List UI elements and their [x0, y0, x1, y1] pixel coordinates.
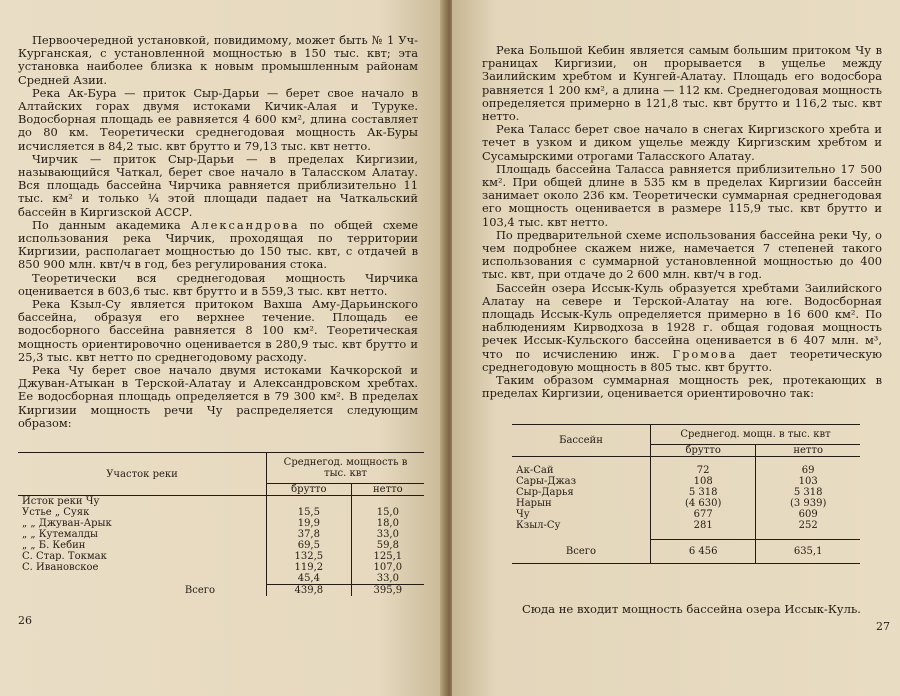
right-paragraph-5: [482, 282, 882, 374]
table-row: „ „ Джуван-Арык 19,9 18,0: [18, 518, 424, 529]
left-paragraph-2: Река Ак-Бура — приток Сыр-Дарьи — берет свое начало в Алтайских горах двумя истоками Кичик-Алая и Туруке. Водосборная площадь ее равняется 4 600 км², длина составляет до 80 км. Теоретически среднегодовая мощность Ак-Буры исчисляется в 84,2 тыс. квт брутто и 79,13 тыс. квт нетто.: [18, 85, 418, 153]
table-row: „ „ Кутемалды 37,8 33,0: [18, 529, 424, 540]
left-page: [0, 0, 446, 696]
col-power-header: Среднегод. мощн. в тыс. квт: [651, 425, 861, 445]
table-total-row: Всего 439,8 395,9: [18, 585, 424, 597]
col-basin-header: Бассейн: [512, 425, 651, 457]
table-row: „ „ Б. Кебин 69,5 59,8: [18, 540, 424, 551]
left-paragraph-4: [18, 219, 418, 272]
basin-totals-table: [512, 424, 860, 564]
table-row: Сыр-Дарья 5 318 5 318: [512, 487, 860, 498]
table-row: Исток реки Чу: [18, 496, 424, 508]
author-name-gromov: Громова: [672, 346, 738, 361]
right-paragraph-1: Река Большой Кебин является самым большим притоком Чу в границах Киргизии, он прорывается в ущелье между Заилийским хребтом и Кунгей-Алатау. Площадь его водосбора равняется 1 200 км², а длина — 112 км. Среднегодовая мощность определяется примерно в 121,8 тыс. квт брутто и 116,2 тыс. квт нетто.: [482, 43, 882, 124]
left-paragraph-1: Первоочередной установкой, повидимому, может быть № 1 Уч-Курганская, с установленной мощностью в 150 тыс. квт; эта установка наиболее близка к новым промышленным районам Средней Азии.: [18, 33, 418, 87]
table-row: 45,4 33,0: [18, 573, 424, 585]
col-section-header: Участок реки: [18, 453, 267, 496]
table-row: Кзыл-Су 281 252: [512, 520, 860, 540]
para4-prefix: По данным академика: [32, 217, 181, 232]
table-row: Ак-Сай 72 69: [512, 457, 860, 477]
table-total-row: Всего 6 456 635,1: [512, 540, 860, 564]
right-page-text: [482, 44, 882, 400]
footer-note: Сюда не входит мощность бассейна озера Иссык-Куль.: [522, 602, 861, 616]
para4-rest: по общей схеме использования река Чирчик, проходящая по территории Киргизии, располагает мощностью до 150 тыс. квт, с отдачей в 850 900 млн. квт/ч в год, без регулирования стока.: [18, 217, 418, 272]
left-paragraph-5: Теоретически вся среднегодовая мощность Чирчика оценивается в 603,6 тыс. квт брутто и в 559,3 тыс. квт нетто.: [18, 270, 418, 298]
left-paragraph-7: Река Чу берет свое начало двумя истоками Качкорской и Джуван-Атыкан в Терской-Алатау и Александровском хребтах. Ее водосборная площадь определяется в 79 300 км². В пределах Киргизии мощность речи Чу распределяется следующим образом:: [18, 363, 418, 430]
right-paragraph-2: Река Таласс берет свое начало в снегах Киргизского хребта и течет в узком и диком ущелье между Киргизским хребтом и Сусамырскими отрогами Таласского Алатау.: [482, 122, 882, 163]
left-page-text: [18, 34, 418, 430]
table-row: Устье „ Суяк 15,5 15,0: [18, 507, 424, 518]
para5-prefix: Бассейн озера Иссык-Куль образуется хребтами Заилийского Алатау на севере и Терской-Алатау на юге. Водосборная площадь Иссык-Куль определяется примерно в 16 600 км². По наблюдениям Кирводхоза в 1928 г. общая годовая мощность речек Иссык-Кульского бассейна оценивается в 6 407 млн. м³, что по исчислению инж.: [482, 280, 882, 361]
left-paragraph-6: Река Кзыл-Су является притоком Вахша Аму-Дарьинского бассейна, образуя его верхнее течение. Площадь ее водосборного бассейна равняется 8 100 км². Теоретическая мощность ориентировочно оценивается в 280,9 тыс. квт брутто и 25,3 тыс. квт нетто по среднегодовому расходу.: [18, 297, 418, 364]
left-paragraph-3: Чирчик — приток Сыр-Дарьи — в пределах Киргизии, называющийся Чаткал, берет свое начало в Таласском Алатау. Вся площадь бассейна Чирчика равняется приблизительно 11 тыс. км² и только ¼ этой площади падает на Чаткальский бассейн в Киргизской АССР.: [18, 151, 418, 219]
col-power-header: Среднегод. мощность в тыс. квт: [267, 453, 425, 484]
table-row: Чу 677 609: [512, 509, 860, 520]
col-gross-header: брутто: [267, 484, 352, 496]
table-row: С. Стар. Токмак 132,5 125,1: [18, 551, 424, 562]
table-row: С. Ивановское 119,2 107,0: [18, 562, 424, 573]
right-page: [452, 0, 900, 696]
right-paragraph-6: Таким образом суммарная мощность рек, протекающих в пределах Киргизии, оценивается ориентировочно так:: [482, 373, 882, 401]
col-net-header: нетто: [351, 484, 424, 496]
table-row: Нарын (4 630) (3 939): [512, 498, 860, 509]
page-number-left: 26: [18, 614, 32, 627]
page-number-right: 27: [876, 620, 890, 633]
right-paragraph-3: Площадь бассейна Таласса равняется приблизительно 17 500 км². При общей длине в 535 км в пределах Киргизии бассейн занимает около 236 км. Теоретически суммарная среднегодовая его мощность оценивается в размере 115,9 тыс. квт брутто и 103,4 тыс. квт нетто.: [482, 161, 882, 229]
table-row: Сары-Джаз 108 103: [512, 476, 860, 487]
right-paragraph-4: По предварительной схеме использования бассейна реки Чу, о чем подробнее скажем ниже, намечается 7 степеней такого использования с суммарной установленной мощностью до 400 тыс. квт, при отдаче до 2 600 млн. квт/ч в год.: [482, 227, 882, 282]
col-net-header: нетто: [756, 445, 860, 457]
chu-sections-table: [18, 452, 424, 596]
para5-rest: дает теоретическую среднегодовую мощность в 805 тыс. квт брутто.: [482, 346, 882, 374]
author-name-aleksandrov: Александрова: [190, 217, 300, 232]
col-gross-header: брутто: [651, 445, 756, 457]
